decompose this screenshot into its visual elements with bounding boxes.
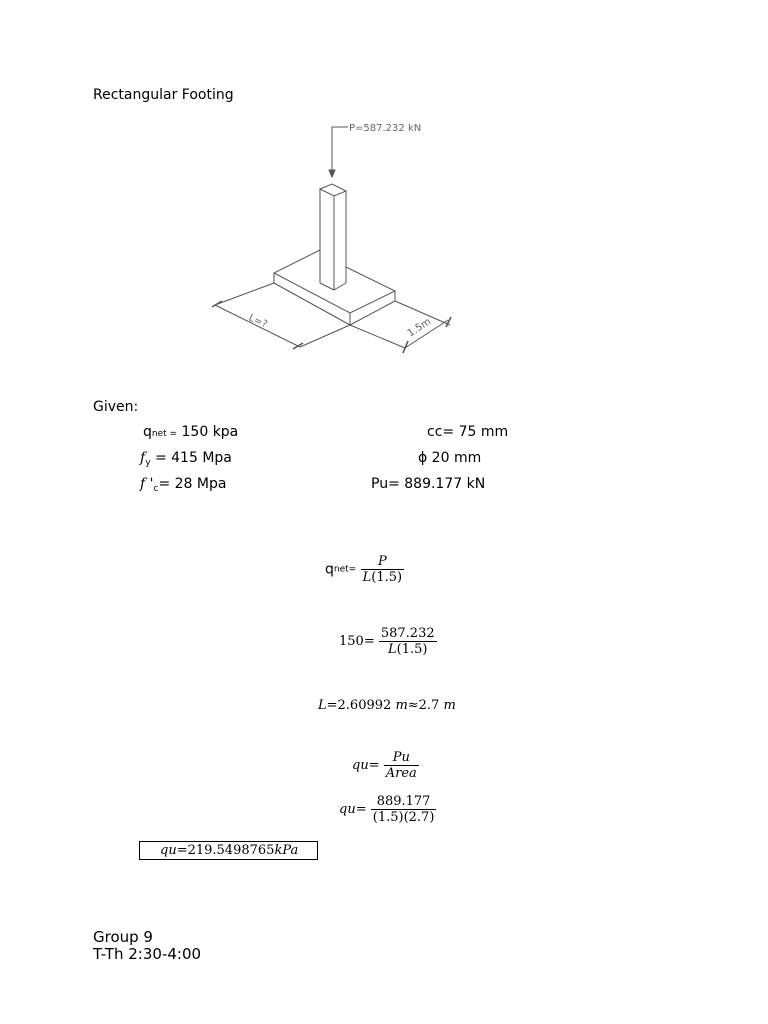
eq1-den-val: (1.5) [371, 570, 403, 585]
result-lhs: qu [160, 843, 177, 858]
schedule-label: T-Th 2:30-4:00 [93, 945, 202, 963]
eq1-numerator: P [378, 554, 387, 569]
eq4-denominator: Area [385, 766, 417, 781]
equation-qu-substitution [339, 794, 436, 825]
eq4-numerator: Pu [392, 750, 410, 765]
qnet-subscript: net = [151, 429, 178, 439]
fc-value: = 28 Mpa [158, 476, 227, 492]
eq2-numerator: 587.232 [380, 626, 435, 641]
load-arrow-line [332, 127, 348, 175]
given-qnet [143, 424, 238, 440]
load-label: P=587.232 kN [349, 123, 422, 134]
qnet-value: 150 kpa [181, 424, 239, 440]
eq1-lhs-symbol: q [325, 561, 334, 578]
given-fc [140, 476, 226, 494]
eq3-var: L [318, 698, 327, 713]
eq5-eq: = [355, 802, 367, 817]
eq3-unit2: m [443, 698, 456, 713]
equation-qu-formula [352, 750, 419, 781]
eq4-fraction [384, 750, 419, 781]
footing-diagram [200, 115, 490, 360]
eq5-lhs: qu [339, 802, 356, 817]
eq4-lhs: qu [352, 758, 369, 773]
eq2-lhs: 150= [339, 634, 375, 649]
equation-qnet [325, 554, 404, 585]
fy-value: = 415 Mpa [154, 450, 232, 466]
fy-symbol: f [140, 450, 146, 466]
qnet-symbol: q [143, 424, 152, 440]
given-heading: Given: [93, 399, 139, 415]
eq1-lhs-subscript: net= [333, 564, 357, 575]
column-top [320, 184, 346, 196]
given-bar-diameter: ϕ 20 mm [418, 450, 482, 466]
eq3-value: =2.60992 [326, 698, 392, 713]
load-arrow-head [329, 170, 335, 177]
eq4-eq: = [368, 758, 380, 773]
eq3-unit1: m [395, 698, 408, 713]
given-cc: cc= 75 mm [427, 424, 509, 440]
result-box [139, 841, 318, 860]
equation-length-result [318, 698, 456, 713]
eq1-den-var: L [362, 570, 372, 585]
eq1-fraction [361, 554, 404, 585]
eq5-denominator: (1.5)(2.7) [372, 810, 435, 825]
eq5-numerator: 889.177 [376, 794, 431, 809]
eq2-fraction [379, 626, 437, 657]
length-label: L=? [246, 312, 269, 331]
eq2-den-var: L [388, 642, 397, 657]
width-label: 1.5m [405, 316, 434, 340]
given-pu: Pu= 889.177 kN [371, 476, 486, 492]
given-fy [140, 450, 232, 468]
group-label: Group 9 [93, 928, 153, 946]
eq2-den-val: (1.5) [396, 642, 428, 657]
document-title: Rectangular Footing [93, 87, 234, 103]
result-unit: kPa [274, 843, 299, 858]
equation-substitution [339, 626, 437, 657]
eq3-approx: ≈2.7 [407, 698, 440, 713]
fy-subscript: y [145, 458, 151, 468]
result-value: =219.5498765 [176, 843, 275, 858]
eq5-fraction [371, 794, 437, 825]
fc-symbol: f ' [140, 476, 154, 492]
fc-subscript: c [153, 484, 159, 494]
